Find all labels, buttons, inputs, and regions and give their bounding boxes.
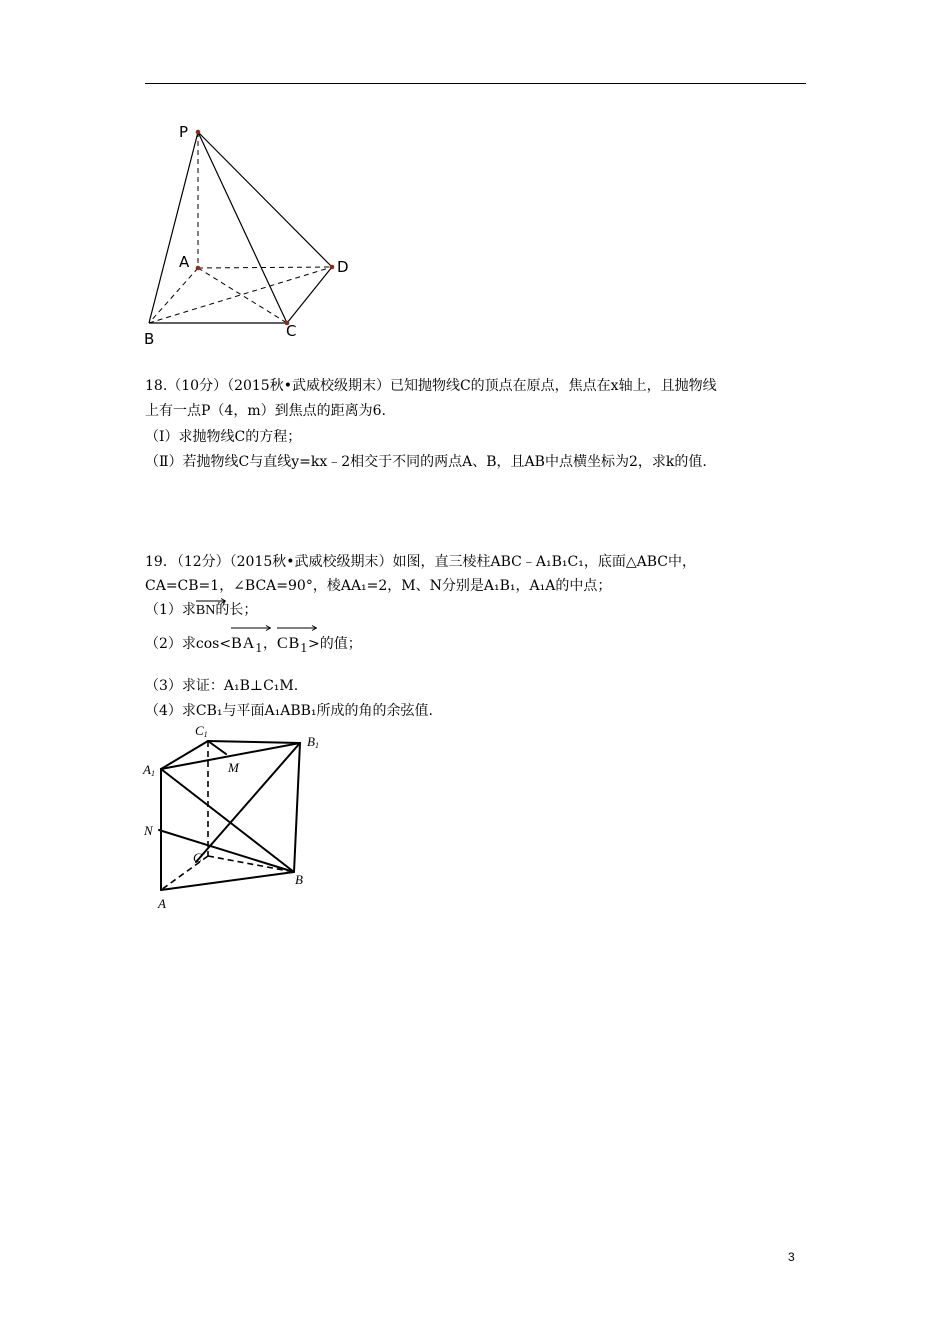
vector-cb1: $CB_1$ <box>277 625 308 663</box>
vertex-label-c: C <box>193 850 202 865</box>
vector-arrow-icon <box>277 625 317 631</box>
vertex-label-p: P <box>179 123 189 141</box>
q19-part-1-prefix: （1）求 <box>145 602 196 618</box>
pyramid-figure <box>135 118 370 350</box>
vector-arrow-icon <box>196 598 226 604</box>
vector-bn: BN <box>196 598 215 620</box>
vertex-label-b1: B1 <box>307 734 319 750</box>
q18-line-2: 上有一点P（4，m）到焦点的距离为6. <box>145 403 386 419</box>
vertex-label-d: D <box>337 258 349 276</box>
vector-arrow-icon <box>231 625 271 631</box>
q19-part-2 <box>145 625 362 663</box>
vertex-label-c: C <box>286 322 297 340</box>
vertex-label-b: B <box>295 872 303 887</box>
q19-part-2-sep: ， <box>263 636 277 652</box>
q19-line-1: 19．（12分）（2015秋•武威校级期末）如图，直三棱柱ABC﹣A₁B₁C₁，底面△ABC中， <box>145 554 696 570</box>
vertex-label-a: A <box>158 896 166 911</box>
header-rule <box>145 83 806 84</box>
q19-part-2-prefix: （2）求cos< <box>145 636 232 652</box>
q19-part-4: （4）求CB₁与平面A₁ABB₁所成的角的余弦值. <box>145 703 433 719</box>
q19-line-2: CA=CB=1，∠BCA=90°，棱AA₁=2，M、N分别是A₁B₁，A₁A的中点； <box>145 578 612 594</box>
q18-part-1: （Ⅰ）求抛物线C的方程； <box>145 429 302 445</box>
vector-ba1: $BA_1$ <box>231 625 263 663</box>
q19-part-3: （3）求证：A₁B⊥C₁M. <box>145 678 299 694</box>
vertex-label-n: N <box>144 823 153 838</box>
vertex-label-a1: A1 <box>143 762 155 778</box>
q19-part-1-suffix: 的长； <box>215 602 258 618</box>
q18-part-2: （Ⅱ）若抛物线C与直线y=kx﹣2相交于不同的两点A、B，且AB中点横坐标为2，求k的值. <box>145 454 707 470</box>
vertex-label-c1: C1 <box>195 723 208 739</box>
q19-part-2-suffix: >的值； <box>308 636 362 652</box>
prism-figure <box>140 722 340 914</box>
page-number: 3 <box>788 1250 795 1264</box>
q18-line-1: 18.（10分）（2015秋•武威校级期末）已知抛物线C的顶点在原点，焦点在x轴上，且抛物线 <box>145 378 717 394</box>
q19-part-1 <box>145 598 257 620</box>
vertex-label-a: A <box>179 253 190 271</box>
vertex-label-b: B <box>144 330 155 348</box>
vertex-label-m: M <box>228 760 239 775</box>
